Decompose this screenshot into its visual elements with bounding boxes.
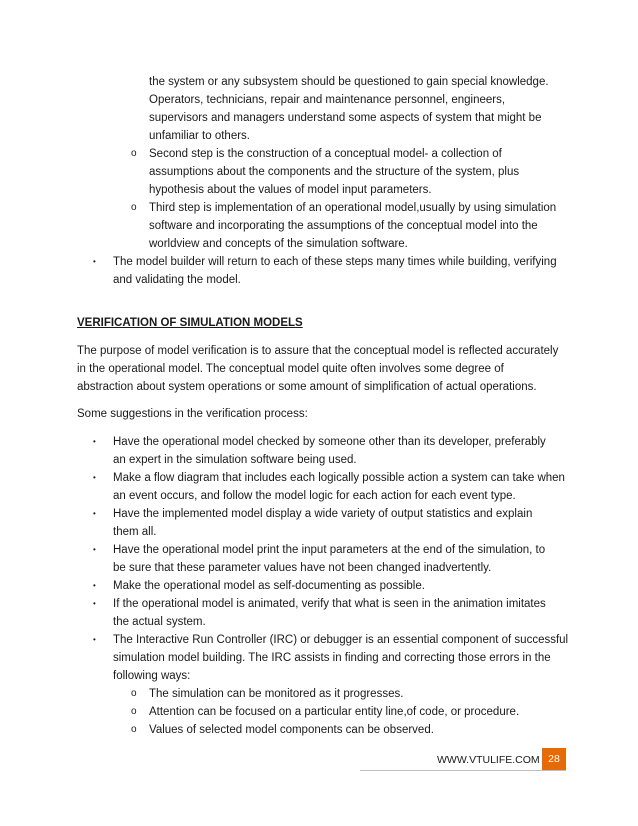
page-number-badge: 28 xyxy=(542,748,566,770)
bullet-marker: • xyxy=(93,599,96,608)
sub-item-line: software and incorporating the assumptions of the conceptual model into the xyxy=(149,220,538,232)
paragraph-line: in the operational model. The conceptual model quite often involves some degree of xyxy=(77,363,504,375)
suggestion-line: Have the implemented model display a wide variety of output statistics and explain xyxy=(113,508,533,520)
suggestions-intro: Some suggestions in the verification process: xyxy=(77,408,308,420)
sub-bullet-marker: o xyxy=(131,688,137,699)
continuation-line: Operators, technicians, repair and maintenance personnel, engineers, xyxy=(149,94,506,106)
sub-item-line: hypothesis about the values of model input parameters. xyxy=(149,184,432,196)
suggestion-line: the actual system. xyxy=(113,616,206,628)
bullet-marker: • xyxy=(93,545,96,554)
irc-way-line: The simulation can be monitored as it progresses. xyxy=(149,688,404,700)
suggestion-line: an expert in the simulation software being used. xyxy=(113,454,357,466)
suggestion-line: simulation model building. The IRC assists in finding and correcting those errors in the xyxy=(113,652,551,664)
bullet-marker: • xyxy=(93,509,96,518)
suggestion-line: be sure that these parameter values have not been changed inadvertently. xyxy=(113,562,492,574)
suggestion-line: The Interactive Run Controller (IRC) or debugger is an essential component of successful xyxy=(113,634,569,646)
suggestion-line: an event occurs, and follow the model logic for each action for each event type. xyxy=(113,490,516,502)
irc-way-line: Values of selected model components can be observed. xyxy=(149,724,434,736)
sub-item-line: Third step is implementation of an operational model,usually by using simulation xyxy=(149,202,557,214)
bullet-marker: • xyxy=(93,581,96,590)
sub-item-line: assumptions about the components and the structure of the system, plus xyxy=(149,166,520,178)
suggestion-line: Have the operational model checked by someone other than its developer, preferably xyxy=(113,436,546,448)
suggestion-line: following ways: xyxy=(113,670,191,682)
bullet-marker: • xyxy=(93,257,96,266)
continuation-line: the system or any subsystem should be questioned to gain special knowledge. xyxy=(149,76,549,88)
footer-divider xyxy=(360,770,566,771)
continuation-line: unfamiliar to others. xyxy=(149,130,250,142)
sub-bullet-marker: o xyxy=(131,202,137,213)
suggestion-line: Make a flow diagram that includes each logically possible action a system can take when xyxy=(113,472,565,484)
sub-item-line: Second step is the construction of a conceptual model- a collection of xyxy=(149,148,502,160)
paragraph-line: The purpose of model verification is to assure that the conceptual model is reflected accurately xyxy=(77,345,559,357)
sub-item-line: worldview and concepts of the simulation software. xyxy=(149,238,408,250)
bullet-marker: • xyxy=(93,473,96,482)
bullet-line: and validating the model. xyxy=(113,274,241,286)
continuation-line: supervisors and managers understand some aspects of system that might be xyxy=(149,112,542,124)
suggestion-line: Make the operational model as self-documenting as possible. xyxy=(113,580,425,592)
section-heading: VERIFICATION OF SIMULATION MODELS xyxy=(77,317,303,329)
footer-website: WWW.VTULIFE.COM xyxy=(437,754,540,766)
sub-bullet-marker: o xyxy=(131,724,137,735)
sub-bullet-marker: o xyxy=(131,148,137,159)
suggestion-line: If the operational model is animated, verify that what is seen in the animation imitates xyxy=(113,598,546,610)
suggestion-line: Have the operational model print the input parameters at the end of the simulation, to xyxy=(113,544,546,556)
bullet-line: The model builder will return to each of these steps many times while building, verifying xyxy=(113,256,557,268)
bullet-marker: • xyxy=(93,635,96,644)
suggestion-line: them all. xyxy=(113,526,157,538)
irc-way-line: Attention can be focused on a particular entity line,of code, or procedure. xyxy=(149,706,520,718)
sub-bullet-marker: o xyxy=(131,706,137,717)
bullet-marker: • xyxy=(93,437,96,446)
paragraph-line: abstraction about system operations or some amount of simplification of actual operations. xyxy=(77,381,537,393)
